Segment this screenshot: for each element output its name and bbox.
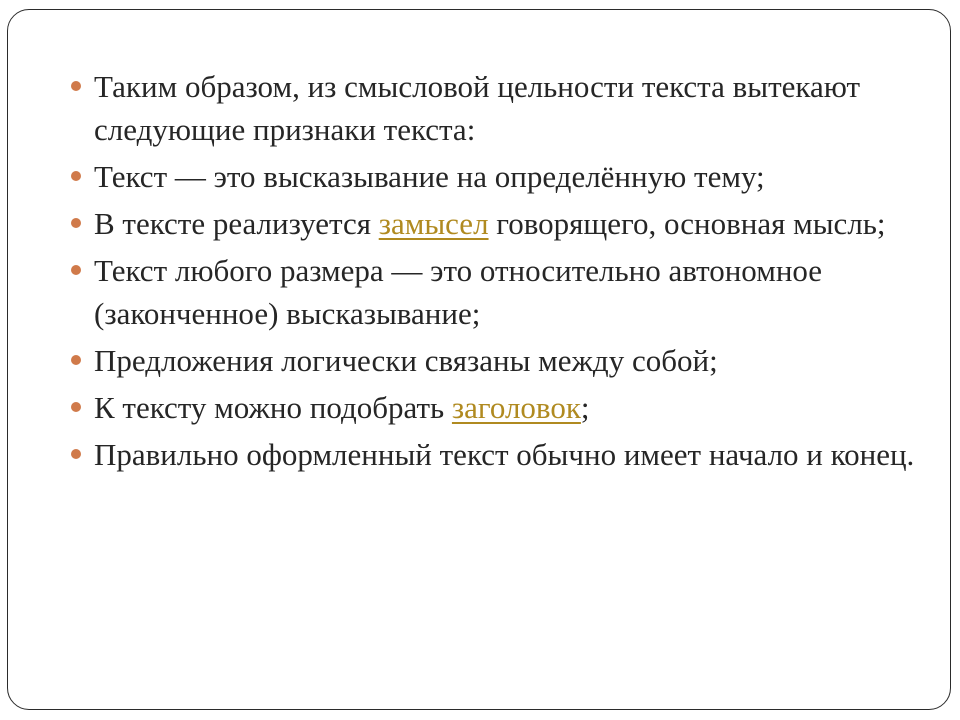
bullet-dot-icon	[71, 265, 81, 275]
bullet-text: Текст — это высказывание на определённую тему;	[94, 159, 765, 194]
bullet-item	[94, 65, 924, 151]
bullet-item	[94, 249, 924, 335]
bullet-text: Предложения логически связаны между собой;	[94, 343, 718, 378]
bullet-item	[94, 386, 924, 429]
bullet-item	[94, 339, 924, 382]
bullet-text: говорящего, основная мысль;	[488, 206, 886, 241]
bullet-dot-icon	[71, 81, 81, 91]
bullet-dot-icon	[71, 171, 81, 181]
bullet-item	[94, 433, 924, 476]
zamysel-link[interactable]: замысел	[378, 206, 489, 241]
bullet-text: В тексте реализуется	[94, 206, 379, 241]
bullet-dot-icon	[71, 449, 81, 459]
bullet-dot-icon	[71, 218, 81, 228]
bullet-text: К тексту можно подобрать	[94, 390, 452, 425]
bullet-text: Правильно оформленный текст обычно имеет начало и конец.	[94, 437, 915, 472]
zagolovok-link[interactable]: заголовок	[451, 390, 581, 425]
bullet-dot-icon	[71, 402, 81, 412]
bullet-text: Текст любого размера — это относительно автономное (законченное) высказывание;	[94, 253, 823, 331]
bullet-list	[94, 65, 924, 480]
bullet-text: Таким образом, из смысловой цельности текста вытекают следующие признаки текста:	[94, 69, 861, 147]
bullet-dot-icon	[71, 355, 81, 365]
bullet-item	[94, 155, 924, 198]
bullet-text: ;	[580, 390, 590, 425]
slide-frame	[7, 9, 951, 710]
bullet-item	[94, 202, 924, 245]
